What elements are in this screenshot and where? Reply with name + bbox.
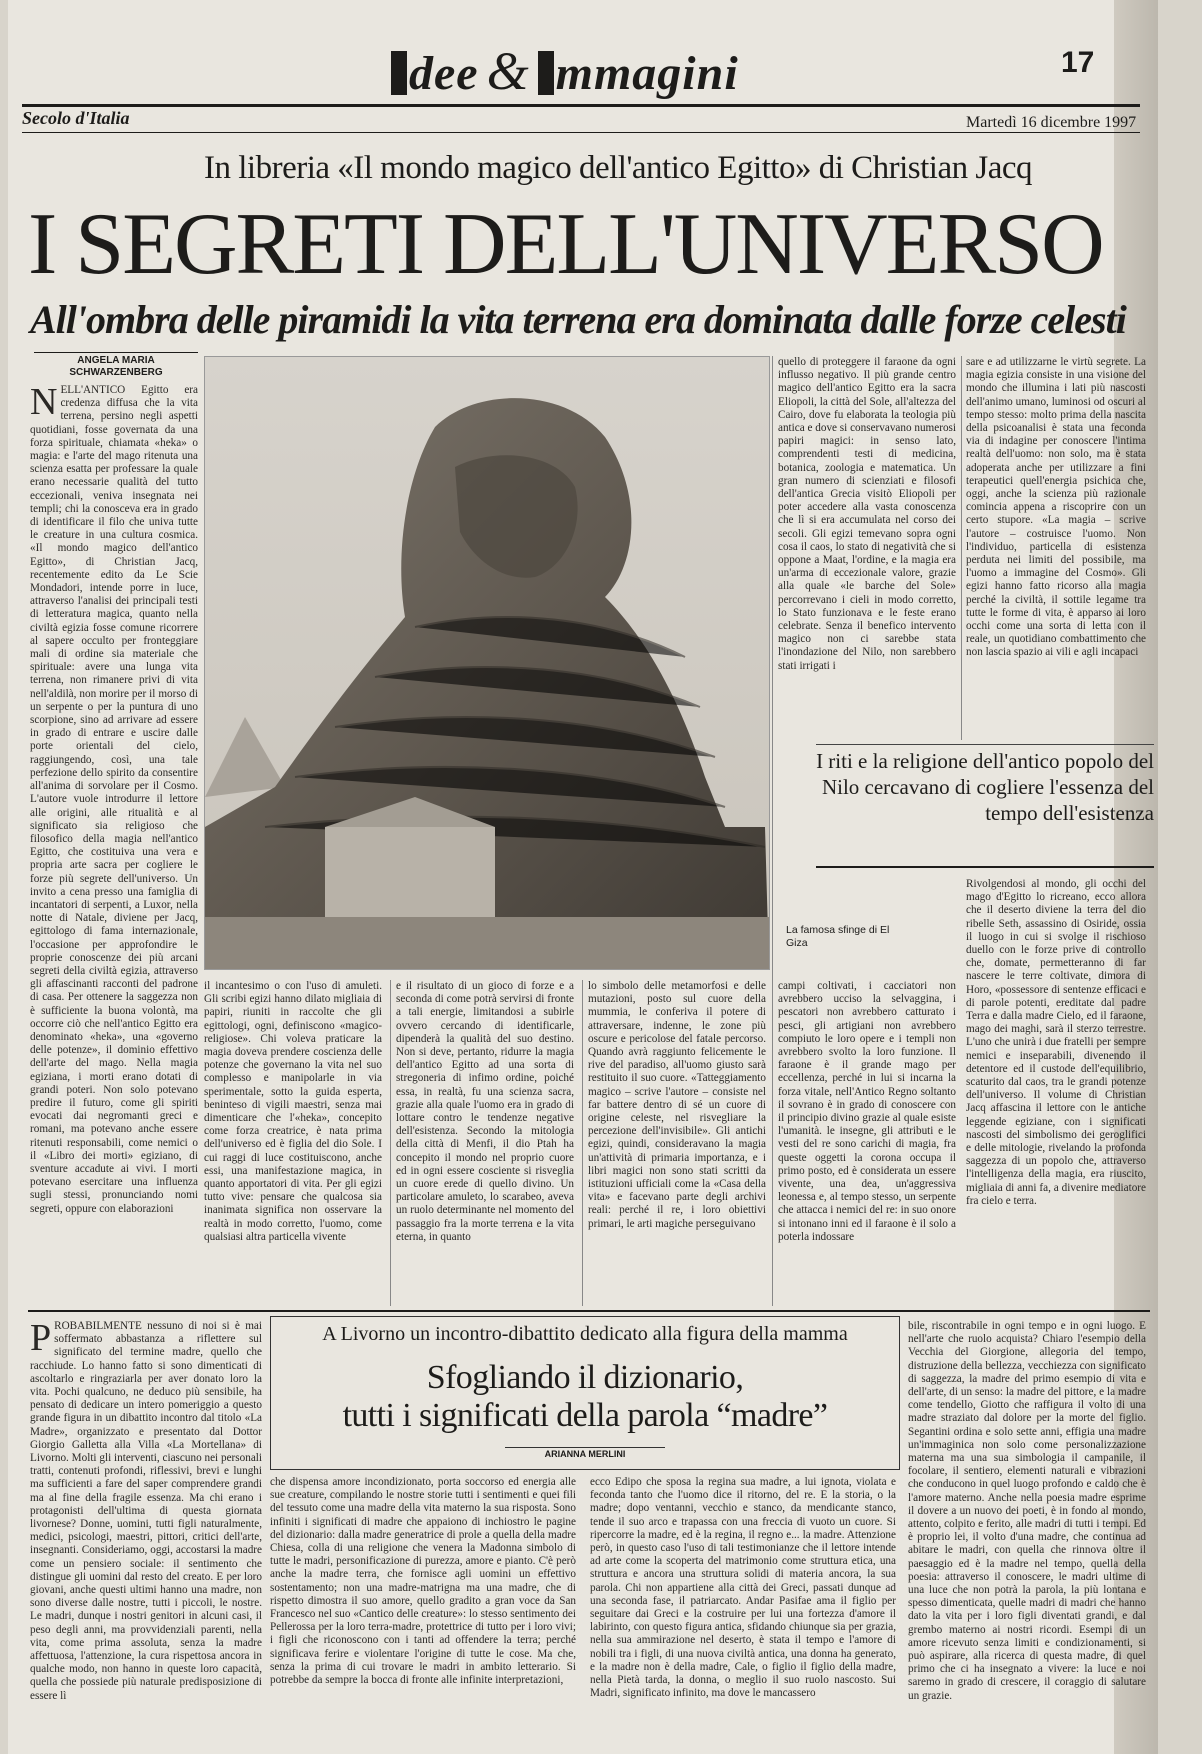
pull-quote: I riti e la religione dell'antico popolo del Nilo cercavano di cogliere l'essenza del tempo dell'esistenza (816, 749, 1154, 825)
column-rule (961, 356, 962, 740)
article-column-5a: quello di proteggere il faraone da ogni influsso negativo. Il più grande centro magico dell'antico Egitto era la sacra Eliopoli, la città del Sole, all'altezza del Cairo, dove fu elaborata la teologia più antica e dove si conservavano numerosi papiri magici: in senso lato, comprendenti testi di medicina, botanica, zoologia e matematica. Un gran numero di scienziati e filosofi dell'antica Grecia visitò Eliopoli per poter accedere alla vasta conoscenza che lì si era accumulata nel corso dei secoli. Gli egizi temevano sopra ogni cosa il caos, lo stato di negatività che si oppone a Maat, l'ordine, e la magia era un'arma di eccezionale valore, grazie alla quale «le barche del Sole» percorrevano i cieli in modo corretto, lo Stato funzionava e le feste erano celebrate. Senza il benefico intervento magico non ci sarebbe stata l'inondazione del Nilo, non sarebbero stati irrigati i (778, 356, 956, 672)
section-logo (391, 40, 739, 102)
newspaper-name: Secolo d'Italia (22, 108, 130, 128)
page-number: 17 (1061, 46, 1095, 79)
article-separator (28, 1310, 1150, 1312)
secondary-column-3: ecco Edipo che sposa la regina sua madre, a lui ignota, violata e feconda tanto che l'uomo dice il ritorno, del re. E la storia, o la madre; dopo ventanni, vecchio e stanco, da mendicante stanco, tende il suo arco e trapassa con una freccia di vuoto un cuore. Si ripercorre la madre, ed è la regina, il regno e... la madre. Attenzione però, in questo caso l'uso di tali testimonianze che il lettore intende ad arte come la scoperta del matrimonio come struttura etica, una struttura e ancora una struttura solidi di materia ancora, la sua parola. Chi non appartiene alla città dei Greci, passati dunque ad una seconda fase, il patriarcato. Andar Pasifae ama il figlio per seguitare dai Greci e la costruire per lui una fortezza d'amore il labirinto, con questo figura antica, sfidando chiunque sia per grazia, nella sua ammirazione nel deserto, è stata il tempo e l'amore di nobili tra i figli, di una nuova civiltà antica, una donna ha generato, e la madre non è della madre, Cale, o figlio il figlio della madre, nella Pietà tarda, la donna, o meglio il suo ruolo nascosto. Sui Madri, significato infinito, ma dove le mancassero (590, 1476, 896, 1700)
logo-bar-i (391, 51, 407, 95)
issue-date: Martedì 16 dicembre 1997 (966, 114, 1137, 131)
article-column-2b: il incantesimo o con l'uso di amuleti. Gli scribi egizi hanno dilato migliaia di papiri, riuniti in raccolte che gli egittologi, ogni, definiscono «magico-religiose». Chi voleva praticare la magia doveva prendere coscienza delle potenze che governano la vita nel suo complesso e manipolarle in via sperimentale, sotto la guida esperta, beninteso di vigili maestri, senza mai dimenticare che l'«heka», concepito come forza creatrice, è nata prima dell'universo ed è figlia del dio Sole. I cui raggi di luce costituiscono, anche essi, una manifestazione magica, in quanto apportatori di vita. Per gli egizi tutto vive: pensare che qualcosa sia inanimata significa non osservare la realtà in modo corretto, l'uomo, come qualsiasi altra particella vivente (204, 980, 382, 1243)
article-column-6a: sare e ad utilizzarne le virtù segrete. La magia egizia consiste in una visione del mondo che illumina i lati più nascosti dell'animo umano, luminosi od oscuri al tempo stesso: molto prima della nascita della psicoanalisi è stata una feconda via di indagine per conoscere l'intima realtà dell'uomo: non solo, ma è stata adoperata anche per utilizzare a fini terapeutici quell'energia psichica che, oggi, anche la scienza più razionale comincia appena a riscoprire con un certo stupore. «La magia – scrive l'autore – costruisce l'uomo. Non l'individuo, particella di esistenza perduta nei limiti del possibile, ma l'uomo a immagine del Cosmo». Gli egizi hanno fatto ricorso alla magia perché la civiltà, il sottile legame tra tutte le forme di vita, è apparso ai loro occhi come una sorta di letta con il reale, un quotidiano combattimento che non lascia spazio ai vili e agli incapaci (966, 356, 1146, 659)
secondary-title-line-2: tutti i significati della parola “madre” (342, 1397, 828, 1434)
secondary-kicker: A Livorno un incontro-dibattito dedicato alla figura della mamma (322, 1323, 848, 1345)
newspaper-page (8, 0, 1158, 1754)
article-column-6b: Rivolgendosi al mondo, gli occhi del mago d'Egitto lo ricreano, ecco allora che il deserto diviene la terra del dio ribelle Seth, assassino di Osiride, ossia il luogo in cui si svolge il rischioso duello con le forze prive di controllo che, domate, permetteranno di far nascere le terre coltivate, dimora di Horo, «possessore di sentenze efficaci e di parole potenti, ereditate dal padre Terra e dalla madre Cielo, ed il faraone, mago dei maghi, sarà il sterzo terrestre. L'uno che unirà i due fratelli per sempre nemici e inseparabili, divenendo il detentore ed il custode dell'equilibrio, scaturito dal caos, tra le grandi potenze dell'universo. Il volume di Christian Jacq affascina il lettore con le antiche leggende egiziane, con i significati nascosti del simbolismo dei geroglifici e delle mitologie, rivelando la profonda saggezza di un popolo che, attraverso l'intelligenza della magia, era riuscito, migliaia di anni fa, a divenire mediatore fra cielo e terra. (966, 878, 1146, 1207)
article-column-5b: campi coltivati, i cacciatori non avrebbero ucciso la selvaggina, i pescatori non avrebbero catturato i pesci, gli artigiani non avrebbero compiuto le loro opere e i templi non avrebbero svolto la loro funzione. Il faraone è il grande mago per eccellenza, perché in lui si incarna la forza vitale, nell'Antico Regno soltanto il sovrano è in grado di conoscere con il principio divino grazie al quale esiste l'umanità. le insegne, gli attributi e le vesti del re sono carichi di magia, fra queste oggetti la corona occupa il primo posto, ed è considerata un essere vivente, una dea, un'aggressiva leonessa e, al tempo stesso, un serpente che attacca i nemici del re: in suo onore si intonano inni ed il faraone è il solo a poterla indossare (778, 980, 956, 1243)
secondary-byline-text: ARIANNA MERLINI (505, 1447, 666, 1459)
secondary-column-1 (30, 1320, 262, 1748)
pullquote-rule-bottom (816, 866, 1154, 868)
sphinx-photo (204, 356, 770, 970)
secondary-title-line-1: Sfogliando il dizionario, (426, 1359, 744, 1396)
secondary-column-4: bile, riscontrabile in ogni tempo e in ogni luogo. E nell'arte che ruolo acquista? Chiaro l'esempio della Vecchia del Giorgione, allegoria del tempo, distruzione della bellezza, vecchiezza con significato di saggezza, la madre del primo esempio di vita e dell'arte, di un senso: la madre del pittore, e la madre come tendello, Giotto che raffigura il volto di una madre straziato dal dolore per la morte del figlio. Segantini ordina e solo sette anni, effigia una madre un'immaginica non solo come personalizzazione materna ma una sua simbologia il campanile, il focolare, il sentiero, elementi naturali e vibrazioni che conducono in quel luogo profondo e caldo che è l'amore materno. Anche nella poesia madre esprime il dovere a un nuovo dei poeti, è in fondo al mondo, attento, colpito e ferito, alle madri di tutti i tempi. Ed è proprio lei, il volto d'una madre, che continua ad abitare le madri, con quella che rinnova oltre il paesaggio ed è la madre nel tempo, quella della poesia: attraverso il conoscere, le madri ultime di una luce che non potrà la parola, la più lontana e spesso dimenticata, quelle madri di madri che hanno dato la vita per i loro figli diventati grandi, e dal grembo materno ai nostri ricordi. Esempi di un amore ricevuto senza limiti e condizionamenti, si può aspirare, alla ricerca di questa madre, di quel primo che ci ha insegnato a vivere: la luce e noi saremo in grado di crescere, il coraggio di salutare un grazie. (908, 1320, 1146, 1702)
article-byline: ANGELA MARIA SCHWARZENBERG (34, 352, 198, 379)
secondary-byline (271, 1449, 899, 1459)
article-column-3b: e il risultato di un gioco di forze e a seconda di come potrà servirsi di fronte a tali energie, limitandosi a subirle ovvero cercando di identificarle, dipenderà la qualità del suo destino. Non si deve, pertanto, ridurre la magia dell'antico Egitto ad una sorta di stregoneria di infimo ordine, poiché essa, in realtà, fu una scienza sacra, grazie alla quale l'uomo era in grado di lottare contro le tendenze negative dell'esistenza. Secondo la mitologia della città di Menfi, il dio Ptah ha concepito il mondo nel proprio cuore ed in ogni essere cosciente si risveglia un cuore erede di quello divino. Un particolare amuleto, lo scarabeo, aveva un ruolo determinante nel momento del passaggio fra la morte terrena e la vita eterna, in quanto (396, 980, 574, 1243)
secondary-column-2: che dispensa amore incondizionato, porta soccorso ed energia alle sue creature, compilando le nostre storie tutti i sentimenti e quei fili del tessuto come una madre della vita materno la sua risposta. Sono infiniti i significati di madre che appaiono di inchiostro le pagine del dizionario: dalla madre generatrice di prole a quella della madre Chiesa, colla di una religione che venera la Madonna simbolo di tutte le madri, personificazione di purezza, amore e pianto. C'è però anche la madre terra, che fornisce agli uomini un effettivo sostentamento; non una madre-matrigna ma una madre, che di rispetto dimostra il suo amore, quello gradito a gran voce da San Francesco nel suo «Cantico delle creature»: lo stesso sentimento dei Pellerossa per la loro terra-madre, protettrice di tutto per i loro vivi; i figli che riconoscono con i tanti ad offendere la terra; perché significava ferire e violentare l'origine di tutte le cose. Ma che, senza la prima di cui trovare le madri in ambito letterario. Si potrebbe da sempre la bocca di fronte alle infinite interpretazioni, (270, 1476, 576, 1687)
header-subrule (22, 132, 1140, 133)
header-rule (22, 104, 1140, 107)
photo-caption: La famosa sfinge di El Giza (786, 924, 890, 949)
article-kicker: In libreria «Il mondo magico dell'antico Egitto» di Christian Jacq (204, 150, 1032, 186)
logo-ampersand: & (486, 41, 530, 101)
logo-bar-i2 (538, 51, 554, 95)
dropcap: N (30, 384, 58, 423)
sphinx-illustration (205, 357, 769, 969)
logo-word-mmagini: mmagini (555, 47, 739, 100)
secondary-title (271, 1359, 899, 1435)
column-rule (772, 356, 773, 1306)
article-column-4b: lo simbolo delle metamorfosi e delle mutazioni, posto sul cuore della mummia, le conferiva il potere di attraversare, indenne, le zone più oscure e pericolose del fatale percorso. Quando avrà raggiunto felicemente le rive del paradiso, all'uomo giusto sarà restituito il suo cuore. «Tatteggiamento magico – scrive l'autore – consiste nel far battere dentro di sé un cuore di origine celeste, nel risvegliare la percezione dell'invisibile». Gli antichi egizi, quindi, consideravano la magia un'attività di primaria importanza, e i libri magici non sono stati scritti da istituzioni ufficiali come la «Casa della vita» e facevano parte degli archivi reali: perché il re, i loro obiettivi primari, le arti magiche perseguivano (588, 980, 766, 1230)
logo-word-dee: dee (409, 47, 479, 100)
article-column-1-text: ELL'ANTICO Egitto era credenza diffusa che la vita terrena, persino negli aspetti quotidiani, fosse governata da una forza spirituale, chiamata «heka» o magia: e l'arte del mago ritenuta una scienza esatta per professare la quale erano necessarie qualità del tutto eccezionali, veniva insegnata nei templi; chi la conosceva era in grado di identificare il filo che univa tutte le creature in una cultura cosmica. «Il mondo magico dell'antico Egitto», di Christian Jacq, recentemente edito da Le Scie Mondadori, intende porre in luce, attraverso l'analisi dei principali testi di letteratura magica, quanto nella civiltà egizia fosse comune ricorrere al sapere occulto per fronteggiare mali di ordine sia materiale che spirituale: avere una lunga vita terrena, non rimanere privi di vita nell'aldilà, non morire per il morso di un serpente o per la puntura di uno scorpione, sino ad arrivare ad essere in grado di entrare e uscire dalle porte orientali del cielo, raggiungendo, così, una tale perfezione dello spirito da consentire all'anima di sorvolare per il Cosmo. L'autore vuole introdurre il lettore alle origini, alle ritualità e al significato sia religioso che filosofico della magia nell'antico Egitto, che costituiva una vera e propria arte sacra per cogliere le forze più segrete dell'universo. Un invito a cena presso una famiglia di incantatori di serpenti, a Luxor, nella notte di Natale, diviene per Jacq, egittologo di fama internazionale, l'occasione per approfondire le proprie conoscenze dei più arcani segreti della civiltà egizia, attraverso gli affascinanti racconti del padrone di casa. Per ottenere la saggezza non è sufficiente la buona volontà, ma occorre ciò che nell'antico Egitto era denominato «heka», una «governo delle potenze», il dominio effettivo dell'arte del mago. Nella magia egiziana, i morti erano dotati di grandi poteri. Non solo potevano predire il futuro, come gli spiriti evocati dai negromanti greci e romani, ma potevano anche essere ritenuti responsabili, come nemici o il «Libro dei morti» egiziano, di sventure accadute ai vivi. I morti potevano esercitare una influenza sugli stessi, pronunciando nomi segreti, oppure con elaborazioni (30, 384, 198, 1215)
column-rule (390, 980, 391, 1306)
article-headline: I SEGRETI DELL'UNIVERSO (28, 196, 1103, 293)
pullquote-rule-top (816, 744, 1154, 745)
secondary-column-1-text: ROBABILMENTE nessuno di noi si è mai soffermato abbastanza a riflettere sul significato del termine madre, quello che racchiude. Lo hanno fatto si sono dimenticati di ascoltarlo e ringraziarla per aver donato loro la vita. Pochi qualcuno, ne deduco più sensibile, ha pensato di dedicare un intero pomeriggio a questo grande figura in un dibattito incontro dal titolo «La Madre», organizzato e presentato dal Dottor Giorgio Galletta alla Villa «La Mortellana» di Livorno. Molti gli interventi, ciascuno nei personali tratti, contenuti profondi, riflessivi, brevi e lunghi ma sufficienti a fare del saper comprendere grandi ma al fine della fragile essenza. Ma chi erano i protagonisti dell'ultima di questa giornata livornese? Donne, uomini, tutti figli naturalmente, medici, psicologi, maestri, pittori, critici dell'arte, insegnanti. Consideriamo, oggi, accostarsi la madre come un pensiero sociale: il sentimento che distingue gli uomini dal resto del creato. E per loro giovani, anche questi ultimi hanno una madre, non sono diverse dalle nostre, tutti i piccoli, le nostre. Le madri, dunque i nostri genitori in alcuni casi, il peso degli anni, ma provvidenziali parenti, nella vita, come prima assoluta, senza la madre affettuosa, l'attenzione, la cura rispettosa ancora in qualche modo, non hanno in queste loro capacità, quella che possiede più naturale predisposizione di essere lì (30, 1320, 262, 1702)
secondary-dropcap: P (30, 1320, 52, 1359)
secondary-article-headline-box (270, 1316, 900, 1470)
article-column-1 (30, 384, 198, 1306)
article-subhead: All'ombra delle piramidi la vita terrena era dominata dalle forze celesti (30, 297, 1126, 342)
column-rule (582, 980, 583, 1306)
